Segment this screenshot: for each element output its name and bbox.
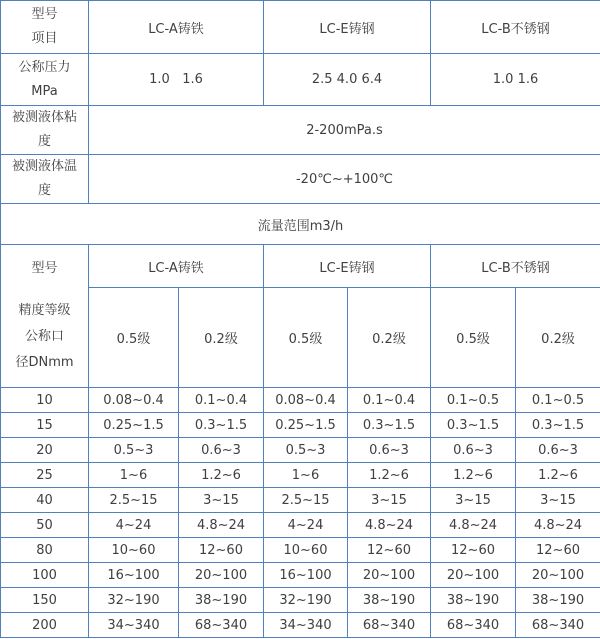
spec-label-block: [1, 288, 88, 387]
table-row-dn150: [1, 588, 600, 613]
pressure-value-lc-e: 2.5 4.0 6.4: [264, 54, 431, 106]
flow-cell: 16~100: [264, 563, 348, 588]
flow-cell: 38~190: [516, 588, 600, 613]
model-spec-merged-cell: [1, 245, 89, 388]
viscosity-label-line2: 度: [37, 134, 51, 149]
spec-label-line1: 精度等级: [18, 303, 71, 318]
flow-cell: 1.2~6: [348, 463, 431, 488]
flow-cell: 0.25~1.5: [264, 413, 348, 438]
spec-label-line3: 径DNmm: [15, 355, 74, 370]
model-header-lc-b: LC-B不锈钢: [431, 1, 600, 54]
flow-cell: 12~60: [179, 538, 264, 563]
flow-cell: 4~24: [264, 513, 348, 538]
flow-cell: 34~340: [264, 613, 348, 638]
table-row: [1, 288, 600, 388]
corner-line1: 型号: [31, 7, 58, 22]
flow-cell: 68~340: [516, 613, 600, 638]
temperature-label-line2: 度: [37, 183, 51, 198]
grade-header-lc-b-02: 0.2级: [516, 288, 600, 388]
dn-cell: 25: [1, 463, 89, 488]
flow-cell: 0.6~3: [348, 438, 431, 463]
flow-cell: 3~15: [179, 488, 264, 513]
flow-cell: 0.3~1.5: [348, 413, 431, 438]
table-row-dn15: [1, 413, 600, 438]
flow-cell: 20~100: [431, 563, 516, 588]
table-row-dn200: [1, 613, 600, 638]
flow-cell: 20~100: [516, 563, 600, 588]
model-header-lc-e: LC-E铸钢: [264, 1, 431, 54]
model-header-lc-a: LC-A铸铁: [89, 1, 264, 54]
dn-cell: 10: [1, 388, 89, 413]
flow-cell: 0.08~0.4: [89, 388, 179, 413]
flow-cell: 38~190: [431, 588, 516, 613]
flow-cell: 10~60: [264, 538, 348, 563]
flow-cell: 3~15: [431, 488, 516, 513]
flow-cell: 12~60: [348, 538, 431, 563]
temperature-label-line1: 被测液体温: [11, 159, 77, 174]
table-row-dn40: [1, 488, 600, 513]
flow-cell: 32~190: [89, 588, 179, 613]
bottom-model-header-lc-b: LC-B不锈钢: [431, 245, 600, 288]
grade-header-lc-a-02: 0.2级: [179, 288, 264, 388]
table-row-dn25: [1, 463, 600, 488]
viscosity-label-line1: 被测液体粘: [11, 110, 77, 125]
flow-cell: 34~340: [89, 613, 179, 638]
flow-cell: 0.3~1.5: [516, 413, 600, 438]
dn-cell: 20: [1, 438, 89, 463]
flow-cell: 0.6~3: [179, 438, 264, 463]
flow-cell: 68~340: [179, 613, 264, 638]
grade-header-lc-a-05: 0.5级: [89, 288, 179, 388]
flow-cell: 4.8~24: [348, 513, 431, 538]
pressure-label-line2: MPa: [31, 83, 58, 99]
table-row: [1, 204, 600, 245]
flow-cell: 0.5~3: [264, 438, 348, 463]
table-row-dn10: [1, 388, 600, 413]
flow-cell: 20~100: [179, 563, 264, 588]
corner-line2: 项目: [31, 31, 58, 46]
flow-cell: 3~15: [348, 488, 431, 513]
pressure-value-lc-a: 1.0 1.6: [89, 54, 264, 106]
table-row: [1, 1, 600, 54]
flow-cell: 2.5~15: [264, 488, 348, 513]
flow-cell: 4.8~24: [179, 513, 264, 538]
table-row-dn100: [1, 563, 600, 588]
flow-cell: 1.2~6: [179, 463, 264, 488]
flow-cell: 68~340: [431, 613, 516, 638]
temperature-label-cell: [1, 155, 89, 204]
flow-cell: 38~190: [179, 588, 264, 613]
grade-header-lc-e-05: 0.5级: [264, 288, 348, 388]
flow-cell: 1~6: [89, 463, 179, 488]
dn-cell: 50: [1, 513, 89, 538]
flow-cell: 4.8~24: [516, 513, 600, 538]
corner-cell: [1, 1, 89, 54]
table-row: [1, 106, 600, 155]
table-row-dn20: [1, 438, 600, 463]
table-row: [1, 54, 600, 106]
flow-cell: 0.6~3: [516, 438, 600, 463]
dn-cell: 200: [1, 613, 89, 638]
flow-cell: 0.6~3: [431, 438, 516, 463]
flow-cell: 10~60: [89, 538, 179, 563]
flow-cell: 0.25~1.5: [89, 413, 179, 438]
pressure-value-lc-b: 1.0 1.6: [431, 54, 600, 106]
flow-cell: 2.5~15: [89, 488, 179, 513]
flow-cell: 0.1~0.4: [179, 388, 264, 413]
bottom-model-header-lc-a: LC-A铸铁: [89, 245, 264, 288]
table-row-dn80: [1, 538, 600, 563]
bottom-model-header-lc-e: LC-E铸钢: [264, 245, 431, 288]
dn-cell: 100: [1, 563, 89, 588]
temperature-value: -20℃~+100℃: [89, 155, 600, 204]
flow-cell: 4.8~24: [431, 513, 516, 538]
flow-cell: 4~24: [89, 513, 179, 538]
viscosity-label-cell: [1, 106, 89, 155]
flow-cell: 3~15: [516, 488, 600, 513]
grade-header-lc-b-05: 0.5级: [431, 288, 516, 388]
flow-cell: 32~190: [264, 588, 348, 613]
flow-cell: 1~6: [264, 463, 348, 488]
flow-cell: 0.3~1.5: [179, 413, 264, 438]
table-row: [1, 245, 600, 288]
flow-cell: 12~60: [431, 538, 516, 563]
bottom-model-label: 型号: [31, 261, 58, 276]
dn-cell: 150: [1, 588, 89, 613]
pressure-label-cell: [1, 54, 89, 106]
table-row-dn50: [1, 513, 600, 538]
pressure-label-line1: 公称压力: [18, 59, 71, 75]
spec-label-line2: 公称口: [24, 329, 64, 344]
flow-cell: 12~60: [516, 538, 600, 563]
dn-cell: 80: [1, 538, 89, 563]
flow-range-banner: 流量范围m3/h: [1, 204, 600, 245]
flow-cell: 0.1~0.5: [516, 388, 600, 413]
flow-cell: 0.1~0.4: [348, 388, 431, 413]
flow-cell: 0.1~0.5: [431, 388, 516, 413]
flow-cell: 0.5~3: [89, 438, 179, 463]
grade-header-lc-e-02: 0.2级: [348, 288, 431, 388]
flow-cell: 0.3~1.5: [431, 413, 516, 438]
flow-cell: 1.2~6: [431, 463, 516, 488]
flow-cell: 0.08~0.4: [264, 388, 348, 413]
viscosity-value: 2-200mPa.s: [89, 106, 600, 155]
flow-cell: 38~190: [348, 588, 431, 613]
dn-cell: 15: [1, 413, 89, 438]
flow-cell: 68~340: [348, 613, 431, 638]
table-row: [1, 155, 600, 204]
flow-cell: 20~100: [348, 563, 431, 588]
dn-cell: 40: [1, 488, 89, 513]
flow-cell: 1.2~6: [516, 463, 600, 488]
flow-cell: 16~100: [89, 563, 179, 588]
